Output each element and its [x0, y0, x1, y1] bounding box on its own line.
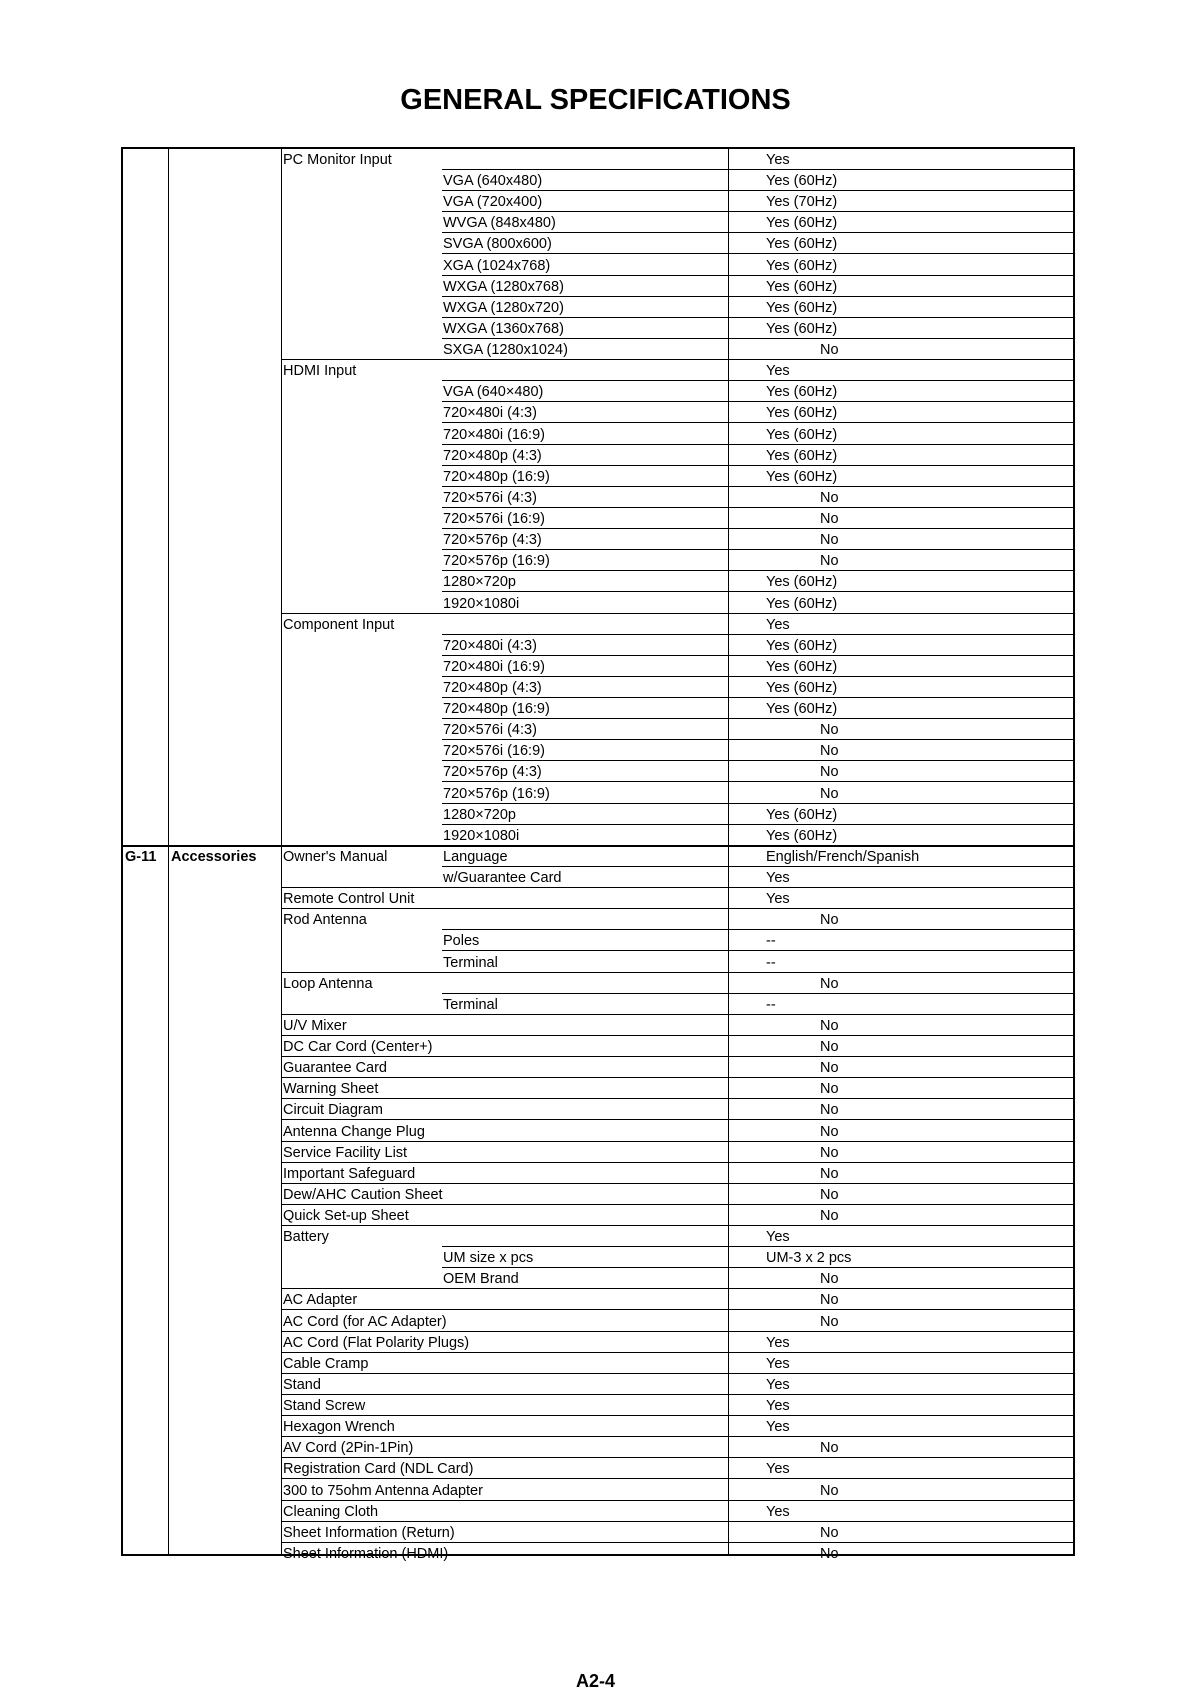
- item-label: Hexagon Wrench: [283, 1419, 395, 1436]
- item-label: PC Monitor Input: [283, 152, 392, 168]
- table-row: [121, 719, 1075, 740]
- sub-item-label: WXGA (1280x768): [443, 278, 564, 295]
- table-row: [121, 297, 1075, 318]
- section-code: G-11: [125, 848, 157, 865]
- item-label: Component Input: [283, 616, 395, 633]
- item-label: 300 to 75ohm Antenna Adapter: [283, 1482, 483, 1499]
- sub-item-label: 720×576i (16:9): [443, 511, 545, 528]
- spec-value: Yes (60Hz): [766, 215, 838, 232]
- table-row: [121, 360, 1075, 381]
- table-row: [121, 1099, 1075, 1120]
- sub-item-label: SXGA (1280x1024): [443, 342, 568, 359]
- spec-value: No: [820, 1292, 839, 1309]
- table-row: [121, 170, 1075, 191]
- spec-value: Yes (60Hz): [766, 257, 838, 274]
- spec-value: Yes (60Hz): [766, 405, 838, 422]
- item-label: Cleaning Cloth: [283, 1503, 379, 1520]
- spec-value: Yes (60Hz): [766, 595, 838, 612]
- page-title: GENERAL SPECIFICATIONS: [400, 84, 791, 116]
- table-row: [121, 1480, 1075, 1501]
- table-row: [121, 1437, 1075, 1458]
- table-row: [121, 888, 1075, 909]
- item-label: Rod Antenna: [283, 912, 367, 929]
- table-row: [121, 930, 1075, 951]
- table-row: [121, 381, 1075, 402]
- spec-value: No: [820, 785, 839, 802]
- sub-item-label: 720×480p (4:3): [443, 447, 542, 464]
- table-row: [121, 466, 1075, 487]
- spec-value: Yes: [766, 1503, 790, 1520]
- table-row: [121, 1163, 1075, 1184]
- spec-value: Yes (60Hz): [766, 468, 838, 485]
- item-label: DC Car Cord (Center+): [283, 1039, 433, 1056]
- table-row: [121, 783, 1075, 804]
- spec-value: No: [820, 1524, 839, 1541]
- table-row: [121, 698, 1075, 719]
- sub-item-label: UM size x pcs: [443, 1250, 534, 1267]
- sub-item-label: 720×480p (16:9): [443, 468, 550, 485]
- sub-item-label: Terminal: [443, 996, 498, 1013]
- table-row: [121, 635, 1075, 656]
- spec-value: Yes (60Hz): [766, 320, 838, 337]
- sub-item-label: 720×576p (16:9): [443, 553, 550, 570]
- table-row: [121, 804, 1075, 825]
- sub-item-label: WXGA (1360x768): [443, 320, 564, 337]
- spec-value: No: [820, 511, 839, 528]
- spec-value: No: [820, 1102, 839, 1119]
- sub-item-label: 720×576i (4:3): [443, 722, 537, 739]
- item-label: AC Cord (Flat Polarity Plugs): [283, 1334, 470, 1351]
- item-label: Cable Cramp: [283, 1355, 369, 1372]
- spec-value: Yes: [766, 870, 790, 887]
- table-row: [121, 424, 1075, 445]
- spec-value: Yes: [766, 1419, 790, 1436]
- table-row: [121, 1015, 1075, 1036]
- table-row: [121, 339, 1075, 360]
- sub-item-label: 720×480p (4:3): [443, 680, 542, 696]
- sub-item-label: 720×480i (4:3): [443, 405, 537, 422]
- table-row: [121, 952, 1075, 973]
- page-number: A2-4: [575, 1671, 615, 1691]
- section-name: Accessories: [171, 848, 257, 865]
- item-label: Important Safeguard: [283, 1165, 416, 1182]
- table-row: [121, 994, 1075, 1015]
- table-row: [121, 1184, 1075, 1205]
- sub-item-label: 1280×720p: [443, 806, 516, 823]
- spec-value: No: [820, 1545, 839, 1562]
- sub-item-label: VGA (640×480): [443, 384, 544, 401]
- spec-value: No: [820, 1144, 839, 1161]
- sub-item-label: w/Guarantee Card: [443, 870, 562, 887]
- spec-value: --: [766, 933, 776, 950]
- table-row: [121, 276, 1075, 297]
- spec-value: No: [820, 1482, 839, 1499]
- table-row: [121, 846, 1075, 867]
- spec-value: No: [820, 1165, 839, 1182]
- spec-value: No: [820, 532, 839, 549]
- spec-value: Yes (60Hz): [766, 384, 838, 401]
- spec-value: Yes (60Hz): [766, 680, 838, 696]
- table-row: [121, 1268, 1075, 1289]
- table-row: [121, 1036, 1075, 1057]
- sub-item-label: 720×576i (4:3): [443, 489, 537, 506]
- item-label: Battery: [283, 1229, 329, 1246]
- table-row: [121, 402, 1075, 423]
- item-label: Loop Antenna: [283, 975, 373, 992]
- table-row: [121, 1311, 1075, 1332]
- sub-item-label: Poles: [443, 933, 480, 950]
- spec-value: No: [820, 1081, 839, 1098]
- spec-value: No: [820, 1313, 839, 1330]
- table-row: [121, 508, 1075, 529]
- spec-value: UM-3 x 2 pcs: [766, 1250, 852, 1267]
- table-row: [121, 1057, 1075, 1078]
- table-row: [121, 191, 1075, 212]
- spec-value: Yes (60Hz): [766, 827, 838, 844]
- sub-item-label: VGA (640x480): [443, 173, 543, 190]
- item-label: Sheet Information (HDMI): [283, 1545, 449, 1562]
- item-label: AV Cord (2Pin-1Pin): [283, 1440, 414, 1457]
- spec-value: Yes: [766, 1398, 790, 1415]
- spec-value: No: [820, 1440, 839, 1457]
- table-row: [121, 529, 1075, 550]
- item-label: Warning Sheet: [283, 1081, 379, 1098]
- spec-value: Yes (70Hz): [766, 194, 838, 211]
- spec-value: No: [820, 764, 839, 781]
- sub-item-label: 720×480i (16:9): [443, 426, 545, 443]
- table-row: [121, 1374, 1075, 1395]
- table-row: [121, 677, 1075, 698]
- table-row: [121, 1501, 1075, 1522]
- table-row: [121, 973, 1075, 994]
- spec-value: Yes (60Hz): [766, 278, 838, 295]
- table-row: [121, 1121, 1075, 1142]
- table-row: [121, 1543, 1075, 1564]
- table-row: [121, 1289, 1075, 1310]
- spec-value: No: [820, 1271, 839, 1288]
- table-row: [121, 740, 1075, 761]
- item-label: AC Adapter: [283, 1292, 358, 1309]
- sub-item-label: 1920×1080i: [443, 827, 520, 844]
- sub-item-label: Language: [443, 848, 508, 865]
- table-row: [121, 445, 1075, 466]
- spec-value: No: [820, 553, 839, 570]
- spec-value: No: [820, 743, 839, 760]
- table-row: [121, 909, 1075, 930]
- item-label: U/V Mixer: [283, 1017, 347, 1034]
- table-row: [121, 318, 1075, 339]
- spec-value: --: [766, 954, 776, 971]
- spec-value: No: [820, 912, 839, 929]
- sub-item-label: 720×480i (4:3): [443, 637, 537, 654]
- spec-value: Yes: [766, 152, 790, 168]
- spec-value: Yes: [766, 1376, 790, 1393]
- item-label: Owner's Manual: [283, 848, 388, 865]
- table-row: [121, 233, 1075, 254]
- spec-value: Yes: [766, 1334, 790, 1351]
- sub-item-label: 720×480p (16:9): [443, 701, 550, 718]
- table-row: [121, 212, 1075, 233]
- spec-value: Yes (60Hz): [766, 806, 838, 823]
- sub-item-label: WVGA (848x480): [443, 215, 556, 232]
- spec-value: Yes: [766, 891, 790, 908]
- sub-item-label: OEM Brand: [443, 1271, 519, 1288]
- spec-value: Yes: [766, 1461, 790, 1478]
- sub-item-label: 720×576p (4:3): [443, 532, 542, 549]
- spec-value: No: [820, 722, 839, 739]
- spec-value: No: [820, 1208, 839, 1224]
- spec-value: Yes: [766, 616, 790, 633]
- item-label: AC Cord (for AC Adapter): [283, 1313, 447, 1330]
- item-label: Stand: [283, 1376, 321, 1393]
- table-row: [121, 1416, 1075, 1437]
- item-label: Service Facility List: [283, 1144, 408, 1161]
- spec-value: No: [820, 342, 839, 359]
- sub-item-label: 720×576p (4:3): [443, 764, 542, 781]
- table-row: [121, 1205, 1075, 1226]
- spec-value: Yes (60Hz): [766, 236, 838, 253]
- item-label: Remote Control Unit: [283, 891, 415, 908]
- item-label: Guarantee Card: [283, 1060, 387, 1077]
- table-row: [121, 1395, 1075, 1416]
- table-row: [121, 761, 1075, 782]
- spec-value: Yes (60Hz): [766, 426, 838, 443]
- table-row: [121, 1142, 1075, 1163]
- table-row: [121, 593, 1075, 614]
- table-row: [121, 571, 1075, 592]
- table-row: [121, 255, 1075, 276]
- spec-value: No: [820, 975, 839, 992]
- spec-value: Yes (60Hz): [766, 701, 838, 718]
- item-label: Antenna Change Plug: [283, 1123, 425, 1140]
- table-row: [121, 614, 1075, 635]
- spec-value: Yes (60Hz): [766, 299, 838, 316]
- spec-value: Yes (60Hz): [766, 447, 838, 464]
- sub-item-label: 1280×720p: [443, 574, 516, 591]
- spec-value: Yes (60Hz): [766, 173, 838, 190]
- table-row: [121, 656, 1075, 677]
- spec-value: Yes (60Hz): [766, 574, 838, 591]
- spec-value: Yes (60Hz): [766, 658, 838, 675]
- spec-value: --: [766, 996, 776, 1013]
- table-row: [121, 825, 1075, 846]
- table-row: [121, 1458, 1075, 1479]
- spec-value: Yes: [766, 1229, 790, 1246]
- table-row: [121, 487, 1075, 508]
- spec-value: No: [820, 1123, 839, 1140]
- item-label: HDMI Input: [283, 363, 357, 380]
- table-row: [121, 1353, 1075, 1374]
- spec-value: No: [820, 1039, 839, 1056]
- item-label: Circuit Diagram: [283, 1102, 383, 1119]
- spec-value: English/French/Spanish: [766, 848, 920, 865]
- table-row: [121, 550, 1075, 571]
- sub-item-label: Terminal: [443, 954, 498, 971]
- table-row: [121, 1078, 1075, 1099]
- spec-value: Yes (60Hz): [766, 637, 838, 654]
- table-row: [121, 1522, 1075, 1543]
- table-row: [121, 149, 1075, 170]
- item-label: Sheet Information (Return): [283, 1524, 455, 1541]
- item-label: Quick Set-up Sheet: [283, 1208, 409, 1224]
- sub-item-label: XGA (1024x768): [443, 257, 551, 274]
- table-row: [121, 1226, 1075, 1247]
- spec-value: Yes: [766, 363, 790, 380]
- spec-value: No: [820, 1186, 839, 1203]
- sub-item-label: 720×576i (16:9): [443, 743, 545, 760]
- sub-item-label: WXGA (1280x720): [443, 299, 564, 316]
- table-row: [121, 1247, 1075, 1268]
- sub-item-label: 720×576p (16:9): [443, 785, 550, 802]
- item-label: Registration Card (NDL Card): [283, 1461, 474, 1478]
- spec-value: No: [820, 1060, 839, 1077]
- spec-value: No: [820, 489, 839, 506]
- sub-item-label: SVGA (800x600): [443, 236, 552, 253]
- section-divider: [121, 845, 1075, 847]
- table-row: [121, 1332, 1075, 1353]
- spec-value: No: [820, 1017, 839, 1034]
- sub-item-label: VGA (720x400): [443, 194, 543, 211]
- sub-item-label: 1920×1080i: [443, 595, 520, 612]
- item-label: Dew/AHC Caution Sheet: [283, 1186, 443, 1203]
- sub-item-label: 720×480i (16:9): [443, 658, 545, 675]
- spec-value: Yes: [766, 1355, 790, 1372]
- item-label: Stand Screw: [283, 1398, 366, 1415]
- table-row: [121, 867, 1075, 888]
